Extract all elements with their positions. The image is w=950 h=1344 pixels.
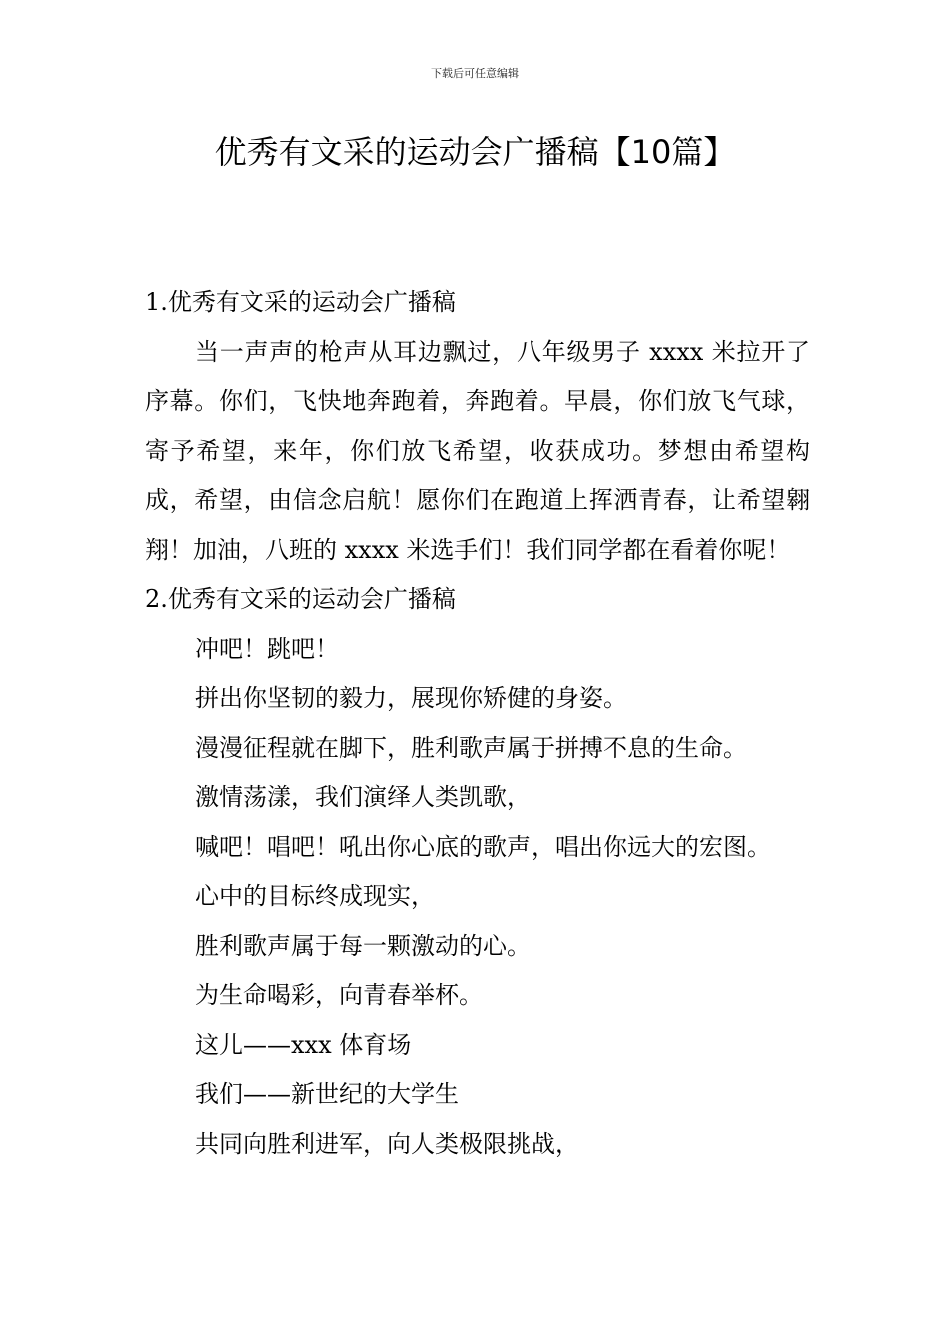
poem-line: 共同向胜利进军，向人类极限挑战， [195,1129,579,1158]
poem-line: 胜利歌声属于每一颗激动的心。 [195,931,531,960]
document-title: 优秀有文采的运动会广播稿【10篇】 [214,133,736,171]
poem-line: 我们——新世纪的大学生 [195,1080,459,1108]
poem-line: 这儿——xxx 体育场 [195,1030,412,1059]
poem-line: 心中的目标终成现实， [195,882,435,910]
poem-line: 喊吧！唱吧！吼出你心底的歌声，唱出你远大的宏图。 [195,832,771,861]
poem-line: 漫漫征程就在脚下，胜利歌声属于拼搏不息的生命。 [195,733,747,762]
document-body [145,278,810,1169]
section-1-paragraph: 当一声声的枪声从耳边飘过，八年级男子 xxxx 米拉开了序幕。你们，飞快地奔跑着，奔跑着。早晨，你们放飞气球，寄予希望，来年，你们放飞希望，收获成功。梦想由希望构成，希望，由信念启航！愿你们在跑道上挥洒青春，让希望翱翔！加油，八班的 xxxx 米选手们！我们同学都在看着你呢！ [145,337,810,564]
poem-line: 冲吧！跳吧！ [195,634,339,663]
poem-line: 激情荡漾，我们演绎人类凯歌， [195,783,531,811]
poem-line: 拼出你坚韧的毅力，展现你矫健的身姿。 [195,684,627,712]
poem-line: 为生命喝彩，向青春举杯。 [195,981,483,1009]
section-heading-2: 2.优秀有文采的运动会广播稿 [145,585,456,613]
section-heading-1: 1.优秀有文采的运动会广播稿 [145,288,456,316]
header-note: 下载后可任意编辑 [431,67,519,80]
